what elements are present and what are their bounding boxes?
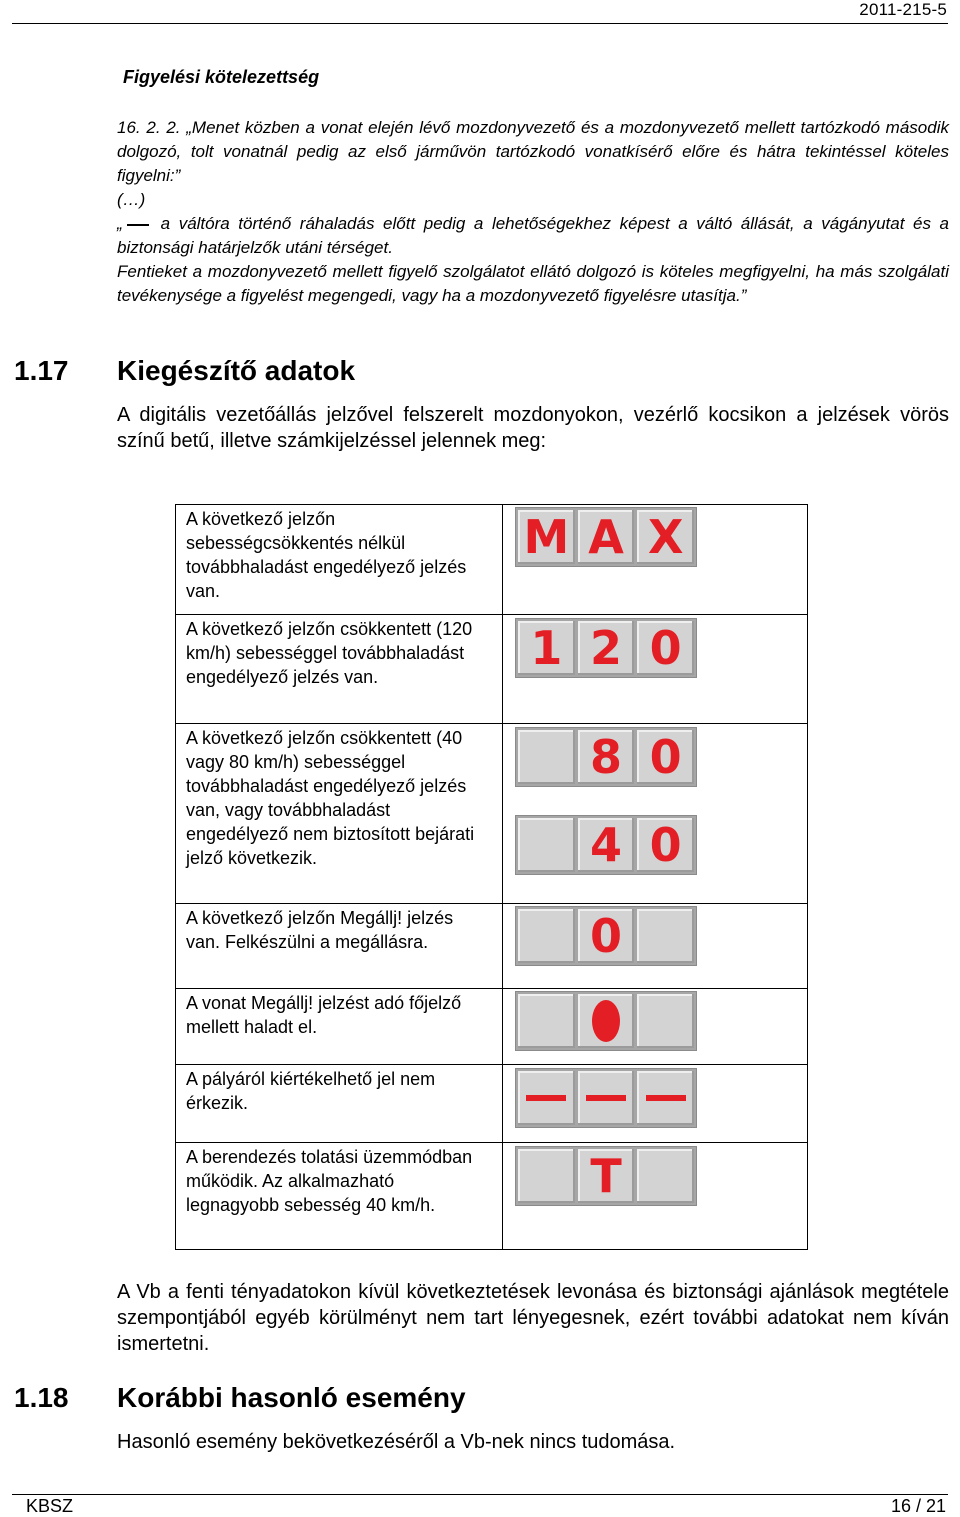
table-row [176,1065,808,1143]
signal-display-cell [503,505,808,615]
dash-icon [646,1095,686,1101]
display-0 [515,906,697,966]
quote-paragraph-2-text: a váltóra történő ráhaladás előtt pedig a lehetőségekhez képest a váltó állását, a vágányutat és a biztonsági határjelzők utáni térséget. [117,214,949,257]
display-char: 0 [578,909,635,963]
display-max [515,507,697,567]
section-intro: A digitális vezetőállás jelzővel felszerelt mozdonyokon, vezérlő kocsikon a jelzések vörös színű betű, illetve számkijelzéssel jelennek meg: [117,404,949,452]
display-char [578,1071,635,1125]
signal-description: A következő jelzőn csökkentett (120 km/h) sebességgel továbbhaladást engedélyező jelzés van. [176,615,503,724]
section-title: Kiegészítő adatok [117,355,356,386]
signal-display-cell [503,724,808,904]
display-char [637,994,694,1048]
display-40 [515,815,697,875]
subsection-heading: Figyelési kötelezettség [123,67,320,87]
display-char: 0 [637,818,694,872]
display-char [578,994,635,1048]
display-char: A [578,510,635,564]
display-80 [515,727,697,787]
display-char [637,1149,694,1203]
footer-organization: KBSZ [26,1496,74,1516]
quote-paragraph-1: 16. 2. 2. „Menet közben a vonat elején lévő mozdonyvezető és a mozdonyvezető mellett tartózkodó második dolgozó, tolt vonatnál pedig az első járművön tartózkodó vonatkísérő előre és hátra tekintéssel köteles figyelni:” [117,118,949,185]
table-row [176,904,808,989]
section-title: Korábbi hasonló esemény [117,1382,466,1413]
display-char: 8 [578,730,635,784]
table-row [176,724,808,904]
display-char [518,1071,575,1125]
conclusion-paragraph: A Vb a fenti tényadatokon kívül következtetések levonása és biztonsági ajánlások megtétele szempontjából egyéb körülményt nem tart lényegesnek, ezért további adatokat nem kíván ismertetni. [117,1281,949,1355]
display-120 [515,618,697,678]
display-char: 0 [637,621,694,675]
display-char: T [578,1149,635,1203]
signal-description: A vonat Megállj! jelzést adó főjelző mellett haladt el. [176,989,503,1065]
display-char [637,909,694,963]
display-char: 0 [637,730,694,784]
display-char [518,818,575,872]
red-dot-icon [592,1000,620,1042]
display-char [518,994,575,1048]
display-no-signal [515,1068,697,1128]
section-number: 1.18 [14,1382,69,1413]
section-number: 1.17 [14,355,69,386]
display-char [518,1149,575,1203]
display-char: 2 [578,621,635,675]
em-dash-bar [127,224,149,226]
signal-display-cell [503,989,808,1065]
signal-display-cell [503,1065,808,1143]
signal-description: A pályáról kiértékelhető jel nem érkezik. [176,1065,503,1143]
display-char: 4 [578,818,635,872]
table-row [176,989,808,1065]
table-row [176,1143,808,1250]
quote-paragraph-2 [117,212,949,260]
signal-display-cell [503,1143,808,1250]
display-char [518,909,575,963]
display-stop-dot [515,991,697,1051]
quote-ellipsis: (…) [117,190,146,209]
signal-description: A következő jelzőn csökkentett (40 vagy 80 km/h) sebességgel továbbhaladást engedélyező jelzés van, vagy továbbhaladást engedélyező nem biztosított bejárati jelző következik. [176,724,503,904]
footer-rule [12,1494,948,1495]
page-number: 16 / 21 [890,1496,946,1516]
display-char [637,1071,694,1125]
table-row [176,505,808,615]
section-text: Hasonló esemény bekövetkezéséről a Vb-nek nincs tudomása. [117,1431,676,1453]
quote-paragraph-3: Fentieket a mozdonyvezető mellett figyelő szolgálatot ellátó dolgozó is köteles megfigyelni, ha más szolgálati tevékenysége a figyelést megengedi, vagy ha a mozdonyvezető figyelésre utasítja.” [117,262,949,305]
header-rule [12,23,948,24]
display-shunting-t [515,1146,697,1206]
quote-open-mark: „ [117,214,123,233]
dash-icon [586,1095,626,1101]
display-char: M [518,510,575,564]
dash-icon [526,1095,566,1101]
signal-display-cell [503,615,808,724]
display-char [518,730,575,784]
signal-description: A következő jelzőn sebességcsökkentés nélkül továbbhaladást engedélyező jelzés van. [176,505,503,615]
display-char: X [637,510,694,564]
signal-description: A berendezés tolatási üzemmódban működik. Az alkalmazható legnagyobb sebesség 40 km/h. [176,1143,503,1250]
signal-description: A következő jelzőn Megállj! jelzés van. Felkészülni a megállásra. [176,904,503,989]
document-code: 2011-215-5 [859,0,947,19]
signal-display-cell [503,904,808,989]
display-char: 1 [518,621,575,675]
signal-table [175,504,808,1250]
table-row [176,615,808,724]
